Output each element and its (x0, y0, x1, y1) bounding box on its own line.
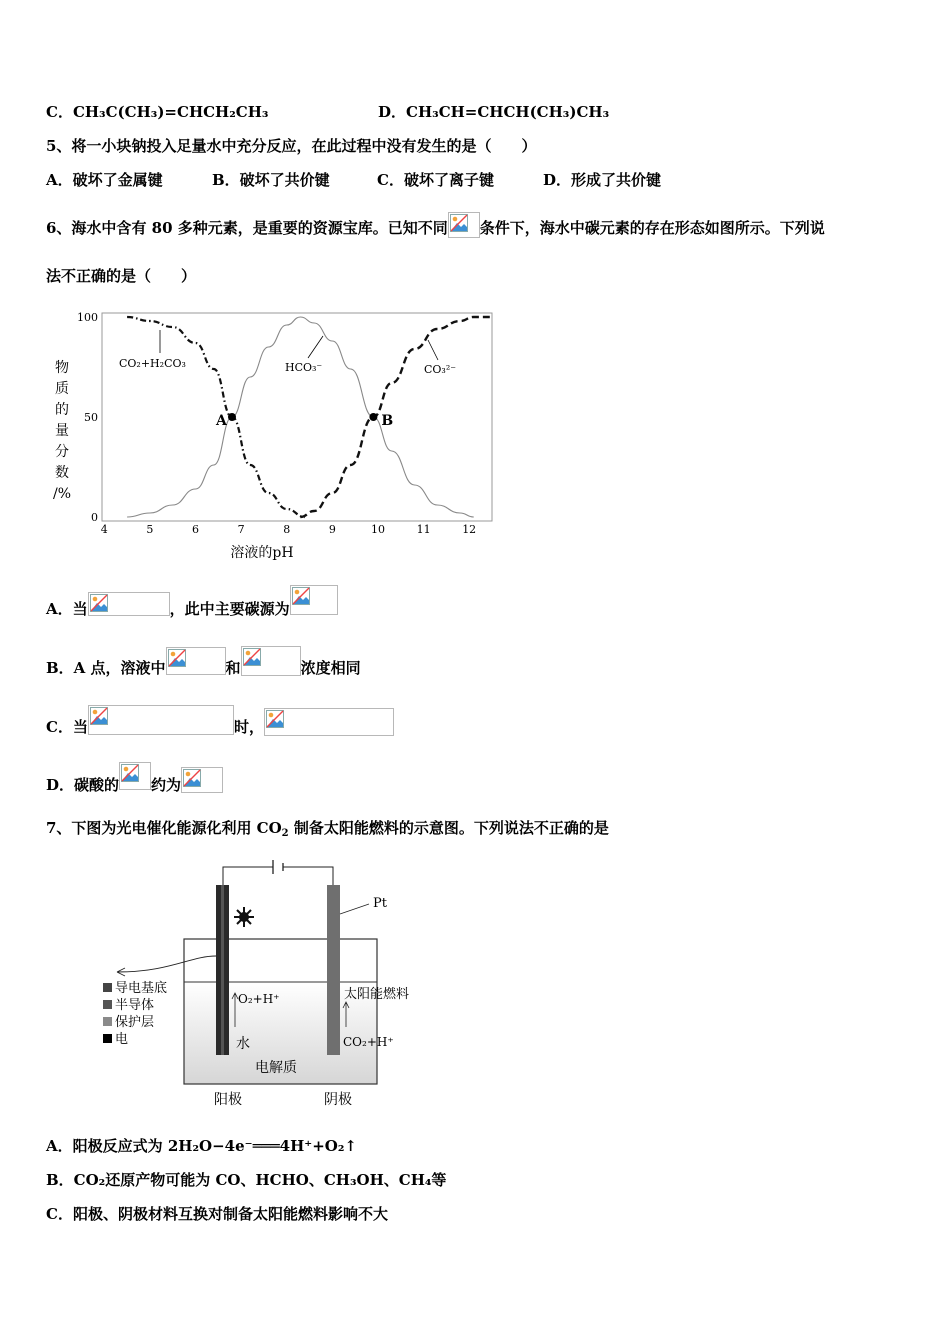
label-co3: CO₃²⁻ (424, 363, 457, 376)
q6-option-d (46, 772, 223, 800)
q6-optC-b: 时， (233, 718, 264, 736)
arrow-hco3 (308, 336, 323, 358)
q6-optB-b: 和 (225, 659, 241, 677)
y-label-char: 数 (55, 465, 69, 481)
x-tick-label: 4 (100, 523, 108, 536)
q6-stem-c: 法不正确的是（ ） (46, 267, 197, 285)
cathode-electrode (327, 885, 340, 1055)
pt-label: Pt (373, 896, 387, 911)
legend-semiconductor: 半导体 (115, 998, 155, 1013)
q7-option-c: C．阳极、阴极材料互换对制备太阳能燃料影响不大 (46, 1205, 388, 1223)
y-label-char: 的 (55, 402, 69, 418)
q7-stem-b: 制备太阳能燃料的示意图。下列说法不正确的是 (288, 819, 609, 837)
q7-stem (46, 818, 609, 844)
y-label-char: 物 (55, 360, 69, 376)
q7-option-a: A．阳极反应式为 2H₂O−4e⁻═══4H⁺+O₂↑ (46, 1137, 357, 1155)
broken-image-icon (88, 705, 234, 735)
q6-optC-a: C．当 (46, 718, 88, 736)
y-tick-label: 50 (84, 411, 98, 424)
broken-image-icon (181, 767, 223, 793)
label-o2-h: O₂+H⁺ (238, 992, 280, 1006)
arrow-co3 (428, 340, 438, 360)
y-label-char: 量 (55, 423, 69, 439)
q6-optA-b: ，此中主要碳源为 (169, 600, 290, 618)
broken-image-icon (264, 708, 394, 736)
q6-option-b (46, 654, 361, 684)
q6-stem-a: 6、海水中含有 80 多种元素，是重要的资源宝库。已知不同 (46, 219, 448, 237)
broken-image-icon (448, 212, 480, 238)
broken-image-icon (88, 592, 170, 616)
q6-stem-b: 条件下，海水中碳元素的存在形态如图所示。下列说 (479, 219, 825, 237)
pt-pointer (340, 904, 369, 914)
legend-swatch-semiconductor (103, 1000, 112, 1009)
q5-option-b: B．破坏了共价键 (212, 171, 330, 189)
x-tick-label: 5 (146, 523, 154, 536)
ph-distribution-chart (40, 300, 510, 565)
q6-optD-b: 约为 (151, 776, 182, 794)
point-label-A: A (216, 413, 227, 429)
legend-substrate: 导电基底 (115, 981, 168, 996)
y-label-char: 质 (55, 381, 69, 397)
x-tick-label: 11 (416, 523, 431, 536)
legend-pointer-arrow (117, 956, 216, 972)
point-A (228, 413, 236, 421)
point-B (369, 413, 377, 421)
chart-plot-frame (102, 313, 492, 521)
x-tick-label: 10 (370, 523, 385, 536)
sun-icon (234, 907, 254, 927)
legend-swatch-electric (103, 1034, 112, 1043)
label-anode: 阳极 (214, 1092, 242, 1108)
q6-optA-a: A．当 (46, 600, 88, 618)
q7-option-b: B．CO₂还原产物可能为 CO、HCHO、CH₃OH、CH₄等 (46, 1171, 447, 1189)
legend-swatch-substrate (103, 983, 112, 992)
q6-optB-a: B．A 点，溶液中 (46, 659, 166, 677)
legend-electric: 电 (115, 1032, 129, 1047)
label-hco3: HCO₃⁻ (285, 361, 323, 374)
broken-image-icon (241, 646, 301, 676)
q7-stem-a: 7、下图为光电催化能源化利用 CO (46, 819, 282, 837)
y-tick-label: 0 (91, 511, 98, 524)
q6-option-a (46, 595, 338, 625)
x-tick-label: 6 (192, 523, 200, 536)
x-tick-label: 12 (462, 523, 477, 536)
q4-option-d: D．CH₃CH=CHCH(CH₃)CH₃ (378, 103, 610, 121)
label-electrolyte: 电解质 (255, 1060, 297, 1076)
label-co2-h2co3: CO₂+H₂CO₃ (119, 357, 186, 370)
q6-stem-line1 (46, 216, 825, 242)
y-tick-label: 100 (77, 311, 98, 324)
broken-image-icon (119, 762, 151, 790)
q4-option-c: C．CH₃C(CH₃)=CHCH₂CH₃ (46, 103, 269, 121)
q5-stem: 5、将一小块钠投入足量水中充分反应，在此过程中没有发生的是（ ） (46, 137, 537, 155)
point-label-B: B (381, 413, 394, 429)
label-water: 水 (236, 1036, 250, 1052)
q6-option-c (46, 713, 394, 743)
broken-image-icon (166, 647, 226, 675)
q6-optD-a: D．碳酸的 (46, 776, 120, 794)
external-wire (223, 867, 333, 885)
anode-core (221, 885, 224, 1055)
series-line-2 (300, 317, 492, 517)
chart-xlabel: 溶液的pH (230, 545, 294, 561)
y-label-char: /% (52, 486, 72, 502)
q5-option-c: C．破坏了离子键 (377, 171, 494, 189)
photoelectrocatalysis-diagram (95, 852, 435, 1112)
q6-optB-c: 浓度相同 (300, 659, 361, 677)
q5-option-d: D．形成了共价键 (543, 171, 662, 189)
legend-swatch-protective (103, 1017, 112, 1026)
x-tick-label: 7 (237, 523, 245, 536)
x-tick-label: 9 (328, 523, 336, 536)
y-label-char: 分 (55, 444, 69, 460)
label-co2-h: CO₂+H⁺ (343, 1035, 394, 1049)
q7-stem-sub: 2 (281, 828, 289, 839)
x-tick-label: 8 (283, 523, 291, 536)
q5-option-a: A．破坏了金属键 (46, 171, 163, 189)
label-solar-fuel: 太阳能燃料 (344, 987, 410, 1002)
broken-image-icon (290, 585, 338, 615)
label-cathode: 阴极 (324, 1092, 352, 1108)
legend-protective: 保护层 (115, 1015, 155, 1030)
